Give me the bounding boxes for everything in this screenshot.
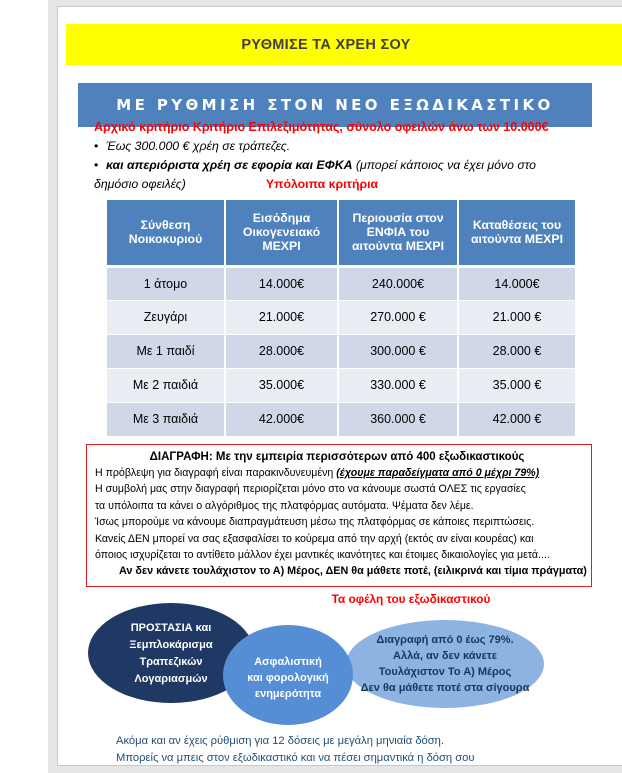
criteria-bullet-2: • και απεριόριστα χρέη σε εφορία και ΕΦΚΑ (μπορεί κάποιος να έχει μόνο στο [94, 156, 614, 175]
writeoff-final: Αν δεν κάνετε τουλάχιστον το Α) Μέρος, ΔΕΝ θα μάθετε ποτέ, (ειλικρινά και τίμια πράγματα) [119, 565, 587, 578]
footer-line-2: Μπορείς να μπεις στον εξωδικαστικό και να πέσει σημαντικά η δόση σου [116, 751, 475, 764]
table-row: Με 3 παιδιά 42.000€ 360.000 € 42.000 € [107, 402, 575, 436]
writeoff-emphasis: (έχουμε παραδείγματα από 0 μέχρι 79%) [336, 467, 540, 479]
other-criteria-heading: Υπόλοιπα κριτήρια [265, 177, 379, 191]
col-header-household: Σύνθεση Νοικοκυριού [107, 200, 225, 266]
footer-line-1: Ακόμα και αν έχεις ρύθμιση για 12 δόσεις με μεγάλη μηνιαία δόση. [116, 735, 445, 747]
col-header-income: Εισόδημα Οικογενειακό ΜΕΧΡΙ [225, 200, 338, 266]
table-header-row [107, 200, 575, 266]
table-row: Με 1 παιδί 28.000€ 300.000 € 28.000 € [107, 334, 575, 368]
bullet-icon: • [94, 158, 99, 172]
benefit-compliance-circle: Ασφαλιστική και φορολογική ενημερότητα [223, 625, 353, 725]
col-header-property: Περιουσία στον ΕΝΦΙΑ του αιτούντα ΜΕΧΡΙ [338, 200, 458, 266]
writeoff-info-box [86, 444, 592, 587]
writeoff-title: ΔΙΑΓΡΑΦΗ: Με την εμπειρία περισσότερων από 400 εξωδικαστικούς [149, 451, 525, 463]
criteria-table [107, 200, 575, 437]
benefits-heading: Τα οφέλη του εξωδικαστικού [331, 592, 491, 606]
banner-title: ΜΕ ΡΥΘΜΙΣΗ ΣΤΟΝ ΝΕΟ ΕΞΩΔΙΚΑΣΤΙΚΟ [116, 96, 554, 114]
writeoff-line-1: Η πρόβλεψη για διαγραφή είναι παρακινδυνευμένη (έχουμε παραδείγματα από 0 μέχρι 79%) [95, 467, 540, 479]
col-header-deposits: Καταθέσεις του αιτούντα ΜΕΧΡΙ [458, 200, 575, 266]
benefit-writeoff-ellipse: Διαγραφή από 0 έως 79%. Αλλά, αν δεν κάνετε Τουλάχιστον Το Α) Μέρος Δεν θα μάθετε ποτέ στα σίγουρα [346, 620, 544, 708]
main-title: ΡΥΘΜΙΣΕ ΤΑ ΧΡΕΗ ΣΟΥ [241, 36, 411, 53]
criteria-bullet-1: • Έως 300.000 € χρέη σε τράπεζες. [94, 137, 614, 156]
writeoff-line-6: όποιος ισχυρίζεται το αντίθετο μάλλον έχει μαντικές ικανότητες και έτοιμες δικαιολογίες για μετά.... [95, 549, 550, 562]
writeoff-line-2: Η συμβολή μας στην διαγραφή περιορίζεται μόνο στο να κάνουμε σωστά ΟΛΕΣ τις εργασίες [95, 483, 526, 496]
eligibility-criteria [94, 118, 614, 194]
bullet-icon: • [94, 139, 99, 153]
table-row: 1 άτομο 14.000€ 240.000€ 14.000€ [107, 266, 575, 300]
writeoff-line-5: Κανείς ΔΕΝ μπορεί να σας εξασφαλίσει το κούρεμα από την αρχή (εκτός αν είναι κουρέας) και [95, 532, 534, 545]
writeoff-line-4: Ίσως μπορούμε να κάνουμε διαπραγμάτευση μέσω της πλατφόρμας σε κάποιες περιπτώσεις. [95, 516, 535, 529]
yellow-title-bar [66, 24, 622, 65]
writeoff-line-3: τα υπόλοιπα τα κάνει ο αλγόριθμος της πλατφόρμας αυτόματα. Ψέματα δεν λέμε. [95, 499, 474, 512]
footer-note [116, 733, 475, 766]
criteria-heading: Αρχικό κριτήριο Κριτήριο Επιλεξιμότητας, σύνολο οφειλών άνω των 10.000€ [94, 120, 549, 134]
table-row: Ζευγάρι 21.000€ 270.000 € 21.000 € [107, 300, 575, 334]
table-row: Με 2 παιδιά 35.000€ 330.000 € 35.000 € [107, 368, 575, 402]
criteria-bullet-2-cont: δημόσιο οφειλές) Υπόλοιπα κριτήρια [94, 177, 379, 191]
benefit-protection-ellipse: ΠΡΟΣΤΑΣΙΑ και Ξεμπλοκάρισμα Τραπεζικών Λογαριασμών [88, 603, 254, 703]
